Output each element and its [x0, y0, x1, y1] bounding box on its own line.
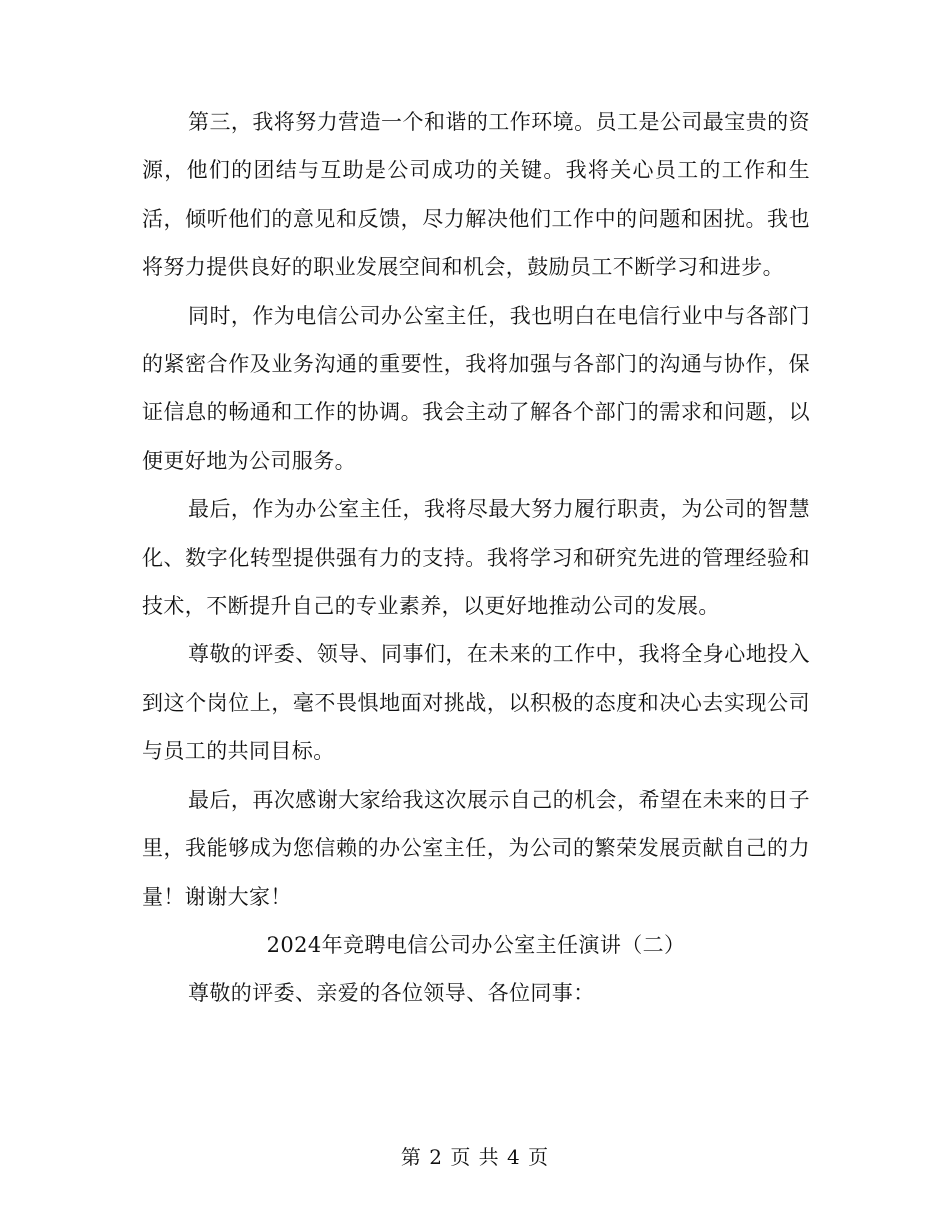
page-footer [0, 1142, 950, 1172]
paragraph-cooperation: 同时，作为电信公司办公室主任，我也明白在电信行业中与各部门的紧密合作及业务沟通的重要性，我将加强与各部门的沟通与协作，保证信息的畅通和工作的协调。我会主动了解各个部门的需求和问题，以便更好地为公司服务。 [142, 303, 810, 473]
page-number-label: 第 2 页 共 4 页 [400, 1145, 550, 1169]
paragraph-finally-duties: 最后，作为办公室主任，我将尽最大努力履行职责，为公司的智慧化、数字化转型提供强有力的支持。我将学习和研究先进的管理经验和技术，不断提升自己的专业素养，以更好地推动公司的发展。 [142, 497, 810, 619]
paragraph-thanks: 最后，再次感谢大家给我这次展示自己的机会，希望在未来的日子里，我能够成为您信赖的办公室主任，为公司的繁荣发展贡献自己的力量！谢谢大家！ [142, 787, 810, 909]
section-title: 2024年竞聘电信公司办公室主任演讲（二） [266, 932, 686, 957]
paragraph-third-point: 第三，我将努力营造一个和谐的工作环境。员工是公司最宝贵的资源，他们的团结与互助是公司成功的关键。我将关心员工的工作和生活，倾听他们的意见和反馈，尽力解决他们工作中的问题和困扰。我也将努力提供良好的职业发展空间和机会，鼓励员工不断学习和进步。 [142, 110, 810, 280]
paragraph-commitment: 尊敬的评委、领导、同事们，在未来的工作中，我将全身心地投入到这个岗位上，毫不畏惧地面对挑战，以积极的态度和决心去实现公司与员工的共同目标。 [142, 642, 810, 764]
salutation: 尊敬的评委、亲爱的各位领导、各位同事： [188, 981, 595, 1006]
document-body [142, 98, 810, 1018]
